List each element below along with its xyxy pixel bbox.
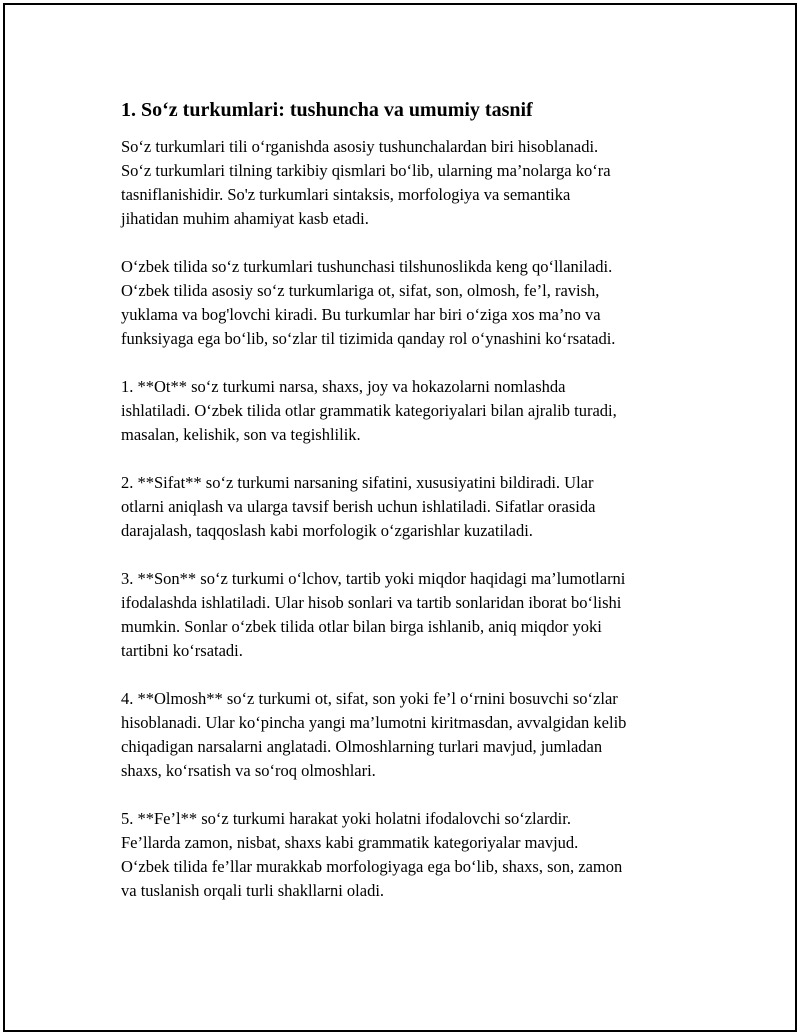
text-line: tartibni ko‘rsatadi.: [121, 641, 243, 660]
text-line: funksiyaga ega bo‘lib, so‘zlar til tizimida qanday rol o‘ynashini ko‘rsatadi.: [121, 329, 616, 348]
paragraph-son: [121, 567, 701, 663]
text-line: So‘z turkumlari tili o‘rganishda asosiy tushunchalardan biri hisoblanadi.: [121, 137, 599, 156]
text-line: O‘zbek tilida so‘z turkumlari tushunchasi tilshunoslikda keng qo‘llaniladi.: [121, 257, 613, 276]
document-body: [121, 97, 701, 927]
text-line: yuklama va bog'lovchi kiradi. Bu turkumlar har biri o‘ziga xos ma’no va: [121, 305, 601, 324]
text-line: tasniflanishidir. So'z turkumlari sintaksis, morfologiya va semantika: [121, 185, 571, 204]
text-line: Fe’llarda zamon, nisbat, shaxs kabi grammatik kategoriyalar mavjud.: [121, 833, 579, 852]
text-line: va tuslanish orqali turli shakllarni oladi.: [121, 881, 385, 900]
page-frame: [3, 3, 797, 1032]
paragraph-olmosh: [121, 687, 701, 783]
paragraph-overview: [121, 255, 701, 351]
text-line: otlarni aniqlash va ularga tavsif berish uchun ishlatiladi. Sifatlar orasida: [121, 497, 596, 516]
paragraph-intro: [121, 135, 701, 231]
paragraph-sifat: [121, 471, 701, 543]
text-line: hisoblanadi. Ular ko‘pincha yangi ma’lumotni kiritmasdan, avvalgidan kelib: [121, 713, 627, 732]
text-line: jihatidan muhim ahamiyat kasb etadi.: [121, 209, 369, 228]
text-line: chiqadigan narsalarni anglatadi. Olmoshlarning turlari mavjud, jumladan: [121, 737, 603, 756]
text-line: 5. **Fe’l** so‘z turkumi harakat yoki holatni ifodalovchi so‘zlardir.: [121, 809, 571, 828]
paragraph-ot: [121, 375, 701, 447]
text-line: 3. **Son** so‘z turkumi o‘lchov, tartib yoki miqdor haqidagi ma’lumotlarni: [121, 569, 626, 588]
paragraph-fel: [121, 807, 701, 903]
text-line: So‘z turkumlari tilning tarkibiy qismlari bo‘lib, ularning ma’nolarga ko‘ra: [121, 161, 611, 180]
text-line: ishlatiladi. O‘zbek tilida otlar grammatik kategoriyalari bilan ajralib turadi,: [121, 401, 617, 420]
text-line: mumkin. Sonlar o‘zbek tilida otlar bilan birga ishlanib, aniq miqdor yoki: [121, 617, 602, 636]
text-line: masalan, kelishik, son va tegishlilik.: [121, 425, 361, 444]
text-line: darajalash, taqqoslash kabi morfologik o‘zgarishlar kuzatiladi.: [121, 521, 533, 540]
text-line: shaxs, ko‘rsatish va so‘roq olmoshlari.: [121, 761, 376, 780]
text-line: O‘zbek tilida asosiy so‘z turkumlariga ot, sifat, son, olmosh, fe’l, ravish,: [121, 281, 600, 300]
text-line: 4. **Olmosh** so‘z turkumi ot, sifat, son yoki fe’l o‘rnini bosuvchi so‘zlar: [121, 689, 618, 708]
text-line: ifodalashda ishlatiladi. Ular hisob sonlari va tartib sonlaridan iborat bo‘lishi: [121, 593, 622, 612]
text-line: 2. **Sifat** so‘z turkumi narsaning sifatini, xususiyatini bildiradi. Ular: [121, 473, 594, 492]
text-line: O‘zbek tilida fe’llar murakkab morfologiyaga ega bo‘lib, shaxs, son, zamon: [121, 857, 623, 876]
text-line: 1. **Ot** so‘z turkumi narsa, shaxs, joy va hokazolarni nomlashda: [121, 377, 566, 396]
document-title: 1. So‘z turkumlari: tushuncha va umumiy tasnif: [121, 99, 533, 121]
